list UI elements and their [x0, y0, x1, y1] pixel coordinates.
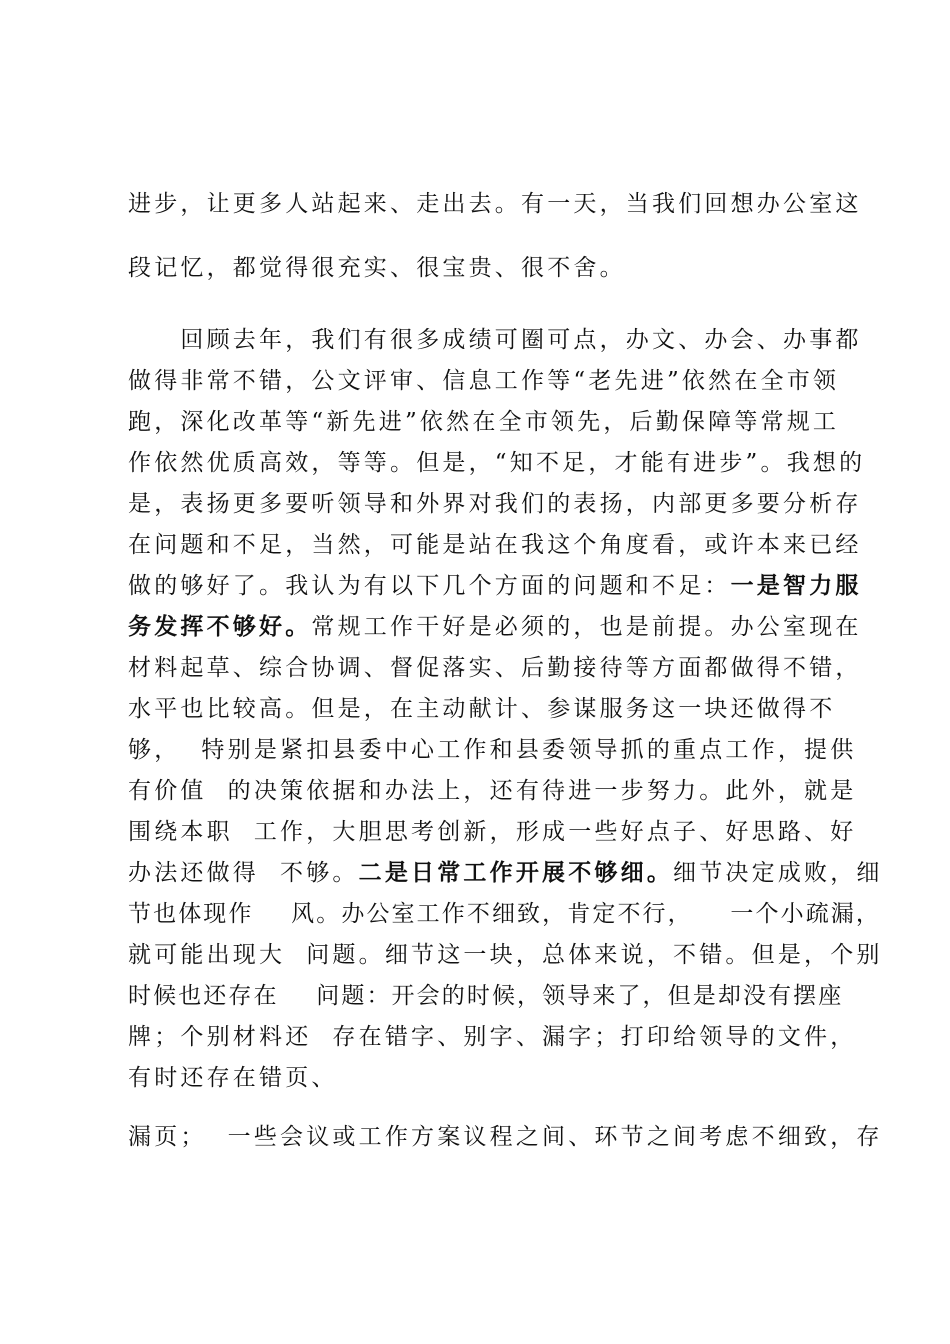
text-line	[128, 571, 862, 601]
text-line	[128, 407, 848, 437]
text-run: 回顾去年，我们有很多成绩可圈可点，办文、办会、办事都	[128, 327, 862, 353]
text-run: 有时还存在错页、	[128, 1065, 338, 1091]
text-line	[128, 981, 848, 1011]
text-line	[128, 530, 862, 560]
text-run: 漏页； 一些会议或工作方案议程之间、环节之间考虑不细致，存	[128, 1124, 883, 1150]
text-line	[128, 899, 881, 929]
text-run: 时候也还存在 问题：开会的时候，领导来了，但是却没有摆座	[128, 983, 844, 1009]
text-run: 牌；个别材料还 存在错字、别字、漏字；打印给领导的文件，	[128, 1024, 857, 1050]
text-line	[128, 776, 857, 806]
text-run: 常规工作干好是必须的，也是前提。办公室现在	[311, 614, 862, 640]
text-run: 够， 特别是紧扣县委中心工作和县委领导抓的重点工作，提供	[128, 737, 857, 763]
text-line	[128, 1022, 857, 1052]
text-line	[128, 325, 862, 355]
text-run: 围绕本职 工作，大胆思考创新，形成一些好点子、好思路、好	[128, 819, 857, 845]
text-line	[128, 653, 862, 683]
text-line	[128, 189, 862, 219]
text-run: 在问题和不足，当然，可能是站在我这个角度看，或许本来已经	[128, 532, 862, 558]
text-run: 做得非常不错，公文评审、信息工作等“老先进”依然在全市领	[128, 368, 840, 394]
text-run: 有价值 的决策依据和办法上，还有待进一步努力。此外，就是	[128, 778, 857, 804]
text-line	[128, 253, 848, 283]
text-line	[128, 858, 883, 888]
text-line	[128, 817, 857, 847]
text-line	[128, 940, 883, 970]
text-line	[128, 448, 866, 478]
text-line	[128, 366, 848, 396]
text-line	[128, 735, 857, 765]
text-run: 材料起草、综合协调、督促落实、后勤接待等方面都做得不错，	[128, 655, 862, 681]
text-line	[128, 694, 848, 724]
text-run: 办法还做得 不够。	[128, 860, 359, 886]
text-run: 作依然优质高效，等等。但是，“知不足，才能有进步”。我想的	[128, 450, 866, 476]
bold-text-run: 务发挥不够好。	[128, 613, 312, 640]
text-run: 做的够好了。我认为有以下几个方面的问题和不足：	[128, 573, 731, 599]
text-run: 段记忆，都觉得很充实、很宝贵、很不舍。	[128, 255, 626, 281]
text-run: 跑，深化改革等“新先进”依然在全市领先，后勤保障等常规工	[128, 409, 840, 435]
text-run: 是，表扬更多要听领导和外界对我们的表扬，内部更多要分析存	[128, 491, 862, 517]
text-run: 节也体现作 风。办公室工作不细致，肯定不行， 一个小疏漏，	[128, 901, 881, 927]
text-line	[128, 1063, 848, 1093]
text-line	[128, 612, 862, 642]
text-line	[128, 489, 862, 519]
bold-text-run: 一是智力服	[730, 572, 862, 599]
text-run: 进步，让更多人站起来、走出去。有一天，当我们回想办公室这	[128, 191, 862, 217]
bold-text-run: 二是日常工作开展不够细。	[358, 859, 674, 886]
text-run: 就可能出现大 问题。细节这一块，总体来说，不错。但是，个别	[128, 942, 883, 968]
text-line	[128, 1122, 883, 1152]
text-run: 细节决定成败，细	[673, 860, 883, 886]
text-run: 水平也比较高。但是，在主动献计、参谋服务这一块还做得不	[128, 696, 836, 722]
